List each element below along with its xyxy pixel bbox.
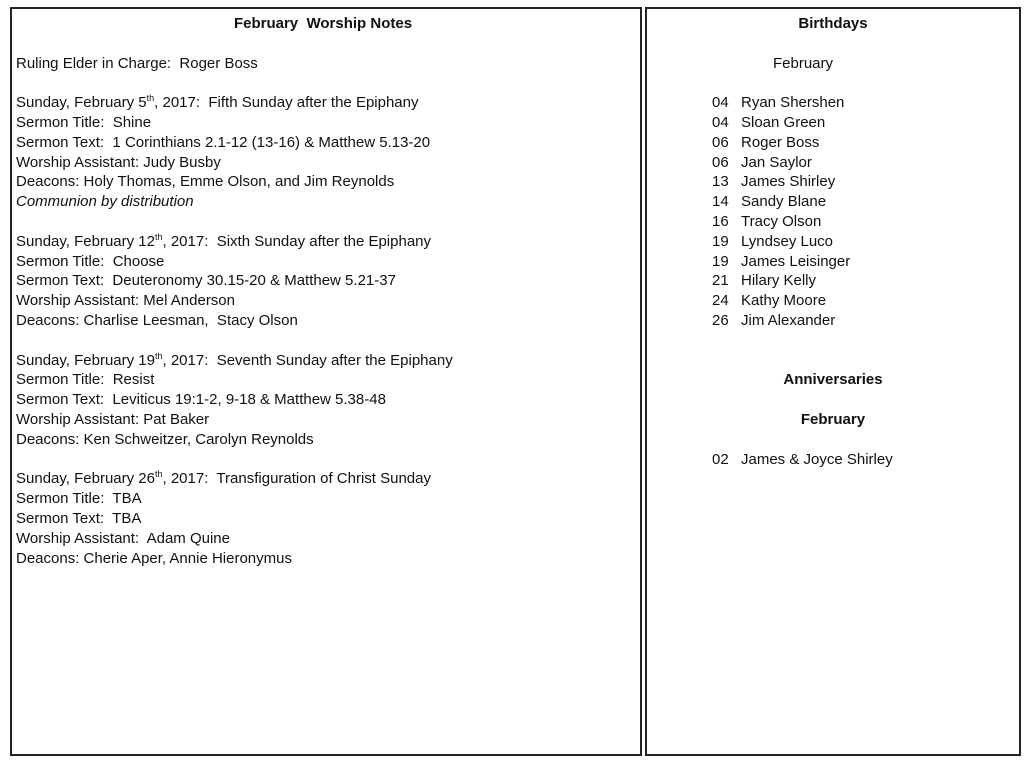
- entry-day: 19: [712, 232, 729, 250]
- entry-day: 02: [712, 450, 729, 468]
- worship-notes-panel: [10, 7, 642, 756]
- anniversary-entry: [655, 450, 1011, 470]
- worship-assistant-line: Worship Assistant: Mel Anderson: [16, 292, 235, 310]
- birthday-entry: [655, 311, 1011, 331]
- date-ordinal-superscript: th: [146, 93, 155, 104]
- service-date-line: [16, 232, 630, 252]
- anniversaries-title: Anniversaries: [783, 371, 883, 389]
- deacons-line: Deacons: Charlise Leesman, Stacy Olson: [16, 311, 298, 329]
- sermon-text-line: Sermon Text: Leviticus 19:1-2, 9-18 & Matthew 5.38-48: [16, 391, 386, 409]
- service-block-feb-26: [16, 469, 630, 568]
- entry-day: 04: [712, 94, 729, 112]
- birthday-list: [655, 93, 1011, 331]
- celebrations-panel: [645, 7, 1021, 756]
- date-ordinal-superscript: th: [154, 469, 163, 480]
- entry-day: 26: [712, 311, 729, 329]
- service-block-feb-19: [16, 351, 630, 450]
- birthday-entry: [655, 271, 1011, 291]
- birthday-entry: [655, 153, 1011, 173]
- service-date-prefix: Sunday, February 26: [16, 470, 155, 488]
- birthday-entry: [655, 252, 1011, 272]
- entry-name: Sandy Blane: [741, 193, 827, 211]
- entry-day: 06: [712, 153, 729, 171]
- date-ordinal-superscript: th: [154, 231, 163, 242]
- sermon-text-line: Sermon Text: 1 Corinthians 2.1-12 (13-16) & Matthew 5.13-20: [16, 133, 431, 151]
- entry-name: James & Joyce Shirley: [741, 450, 893, 468]
- service-date-prefix: Sunday, February 12: [16, 232, 155, 250]
- entry-name: Lyndsey Luco: [741, 232, 834, 250]
- service-date-suffix: , 2017: Seventh Sunday after the Epiphany: [162, 351, 453, 369]
- sermon-title-line: Sermon Title: Shine: [16, 113, 152, 131]
- service-date-line: [16, 93, 630, 113]
- worship-assistant-line: Worship Assistant: Adam Quine: [16, 529, 230, 547]
- birthday-entry: [655, 212, 1011, 232]
- entry-day: 14: [712, 193, 729, 211]
- sermon-text-line: Sermon Text: TBA: [16, 509, 142, 527]
- entry-day: 24: [712, 292, 729, 310]
- entry-name: Kathy Moore: [741, 292, 827, 310]
- service-date-line: [16, 351, 630, 371]
- service-block-feb-5: [16, 93, 630, 212]
- entry-name: James Leisinger: [741, 252, 851, 270]
- entry-day: 13: [712, 173, 729, 191]
- deacons-line: Deacons: Holy Thomas, Emme Olson, and Jim Reynolds: [16, 173, 395, 191]
- entry-day: 16: [712, 212, 729, 230]
- ruling-elder-line: Ruling Elder in Charge: Roger Boss: [16, 54, 258, 72]
- anniversaries-month: February: [800, 410, 866, 428]
- sermon-title-line: Sermon Title: TBA: [16, 490, 142, 508]
- entry-day: 21: [712, 272, 729, 290]
- deacons-line: Deacons: Cherie Aper, Annie Hieronymus: [16, 549, 292, 567]
- communion-note: Communion by distribution: [16, 193, 194, 211]
- service-date-suffix: , 2017: Fifth Sunday after the Epiphany: [154, 94, 419, 112]
- entry-name: James Shirley: [741, 173, 836, 191]
- entry-name: Sloan Green: [741, 113, 826, 131]
- birthday-entry: [655, 291, 1011, 311]
- birthday-entry: [655, 232, 1011, 252]
- sermon-title-line: Sermon Title: Choose: [16, 252, 165, 270]
- sermon-text-line: Sermon Text: Deuteronomy 30.15-20 & Matthew 5.21-37: [16, 272, 396, 290]
- entry-name: Jan Saylor: [741, 153, 812, 171]
- worship-assistant-line: Worship Assistant: Judy Busby: [16, 153, 221, 171]
- birthday-entry: [655, 172, 1011, 192]
- entry-day: 04: [712, 113, 729, 131]
- birthday-entry: [655, 192, 1011, 212]
- entry-day: 19: [712, 252, 729, 270]
- service-date-prefix: Sunday, February 5: [16, 94, 147, 112]
- entry-day: 06: [712, 133, 729, 151]
- entry-name: Hilary Kelly: [741, 272, 817, 290]
- entry-name: Tracy Olson: [741, 212, 822, 230]
- service-date-suffix: , 2017: Sixth Sunday after the Epiphany: [162, 232, 432, 250]
- birthday-entry: [655, 93, 1011, 113]
- service-date-suffix: , 2017: Transfiguration of Christ Sunday: [162, 470, 431, 488]
- entry-name: Roger Boss: [741, 133, 820, 151]
- sermon-title-line: Sermon Title: Resist: [16, 371, 155, 389]
- worship-notes-title: February Worship Notes: [233, 15, 413, 32]
- service-block-feb-12: [16, 232, 630, 331]
- entry-name: Ryan Shershen: [741, 94, 845, 112]
- birthdays-month: February: [772, 54, 834, 72]
- birthday-entry: [655, 113, 1011, 133]
- service-date-prefix: Sunday, February 19: [16, 351, 155, 369]
- entry-name: Jim Alexander: [741, 311, 836, 329]
- deacons-line: Deacons: Ken Schweitzer, Carolyn Reynolds: [16, 430, 314, 448]
- date-ordinal-superscript: th: [154, 350, 163, 361]
- birthday-entry: [655, 133, 1011, 153]
- service-date-line: [16, 469, 630, 489]
- birthdays-title: Birthdays: [798, 15, 868, 32]
- worship-assistant-line: Worship Assistant: Pat Baker: [16, 410, 210, 428]
